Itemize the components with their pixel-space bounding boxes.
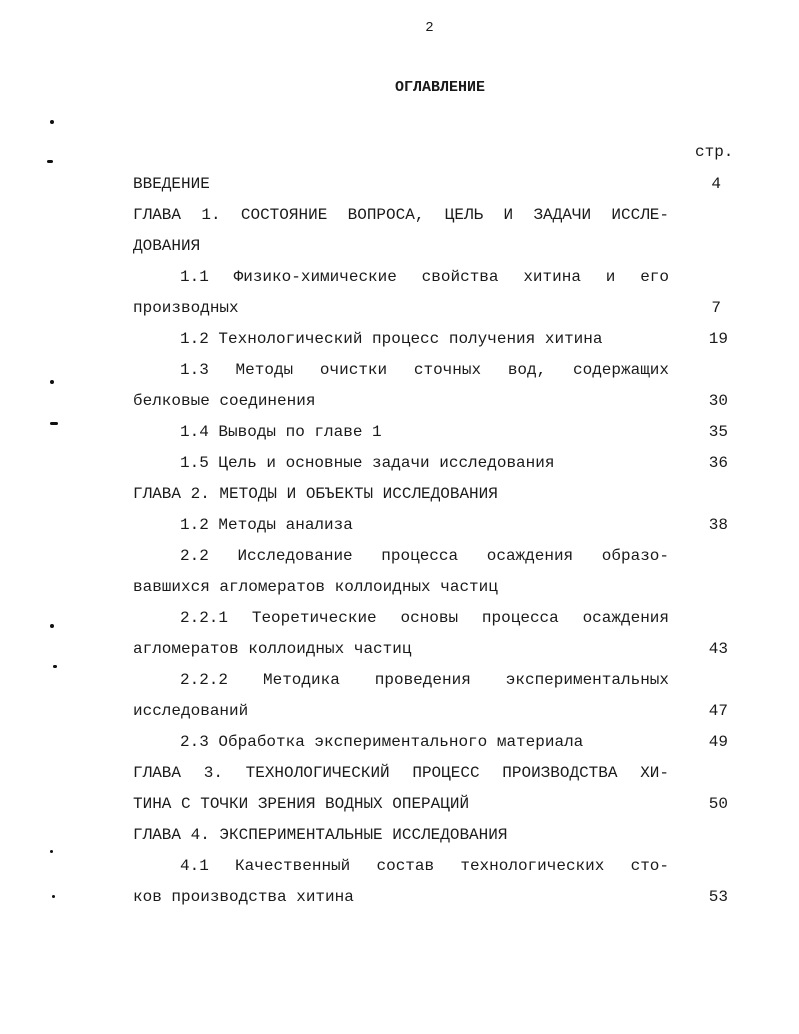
toc-entry-text: агломератов коллоидных частиц <box>133 640 412 658</box>
toc-entry-text: 1.1 Физико-химические свойства хитина и его <box>180 268 669 286</box>
toc-entry-text: 2.2.2 Методика проведения экспериментальных <box>180 671 669 689</box>
toc-entry-text: ГЛАВА 2. МЕТОДЫ И ОБЪЕКТЫ ИССЛЕДОВАНИЯ <box>133 485 498 503</box>
toc-entry-text: 2.2 Исследование процесса осаждения образо- <box>180 547 669 565</box>
toc-entry-page: 35 <box>708 423 728 441</box>
toc-entry-text: 1.2 Методы анализа <box>180 516 353 534</box>
scan-speck <box>50 380 54 384</box>
toc-entry-text: 4.1 Качественный состав технологических сто- <box>180 857 669 875</box>
toc-entry-text: ВВЕДЕНИЕ <box>133 175 210 193</box>
toc-entry-page: 43 <box>708 640 728 658</box>
toc-entry-text: 2.2.1 Теоретические основы процесса осаждения <box>180 609 669 627</box>
scan-speck <box>52 895 55 898</box>
toc-entry-page: 38 <box>708 516 728 534</box>
page-column-label: стр. <box>695 143 734 161</box>
toc-entry-text: ДОВАНИЯ <box>133 237 201 255</box>
toc-entry-text: ТИНА С ТОЧКИ ЗРЕНИЯ ВОДНЫХ ОПЕРАЦИЙ <box>133 795 470 813</box>
page-number: 2 <box>425 20 434 36</box>
toc-entry-text: ГЛАВА 4. ЭКСПЕРИМЕНТАЛЬНЫЕ ИССЛЕДОВАНИЯ <box>133 826 508 844</box>
page-title: ОГЛАВЛЕНИЕ <box>394 79 485 96</box>
toc-entry-page: 49 <box>708 733 728 751</box>
toc-entry-text: 1.3 Методы очистки сточных вод, содержащих <box>180 361 669 379</box>
toc-entry-page: 19 <box>708 330 728 348</box>
toc-entry-text: 1.2 Технологический процесс получения хитина <box>180 330 603 348</box>
toc-entry-page: 47 <box>708 702 728 720</box>
toc-entry-text: ков производства хитина <box>133 888 354 906</box>
scan-speck <box>50 850 53 853</box>
scan-speck <box>50 624 54 628</box>
scan-speck <box>50 120 54 124</box>
toc-entry-text: исследований <box>133 702 249 720</box>
toc-entry-text: ГЛАВА 3. ТЕХНОЛОГИЧЕСКИЙ ПРОЦЕСС ПРОИЗВОДСТВА ХИ- <box>133 764 669 782</box>
scan-speck <box>53 665 57 668</box>
toc-entry-text: 1.4 Выводы по главе 1 <box>180 423 382 441</box>
toc-entry-page: 50 <box>708 795 728 813</box>
toc-entry-page: 53 <box>708 888 728 906</box>
toc-entry-page: 7 <box>711 299 721 317</box>
toc-entry-text: 2.3 Обработка экспериментального материала <box>180 733 584 751</box>
toc-entry-text: белковые соединения <box>133 392 316 410</box>
toc-entry-text: 1.5 Цель и основные задачи исследования <box>180 454 555 472</box>
toc-entry-text: ГЛАВА 1. СОСТОЯНИЕ ВОПРОСА, ЦЕЛЬ И ЗАДАЧИ ИССЛЕ- <box>133 206 669 224</box>
scan-speck <box>50 422 58 425</box>
toc-entry-page: 36 <box>708 454 728 472</box>
toc-entry-page: 30 <box>708 392 728 410</box>
toc-entry-page: 4 <box>711 175 721 193</box>
toc-entry-text: вавшихся агломератов коллоидных частиц <box>133 578 498 596</box>
scan-speck <box>47 160 53 163</box>
toc-entry-text: производных <box>133 299 239 317</box>
